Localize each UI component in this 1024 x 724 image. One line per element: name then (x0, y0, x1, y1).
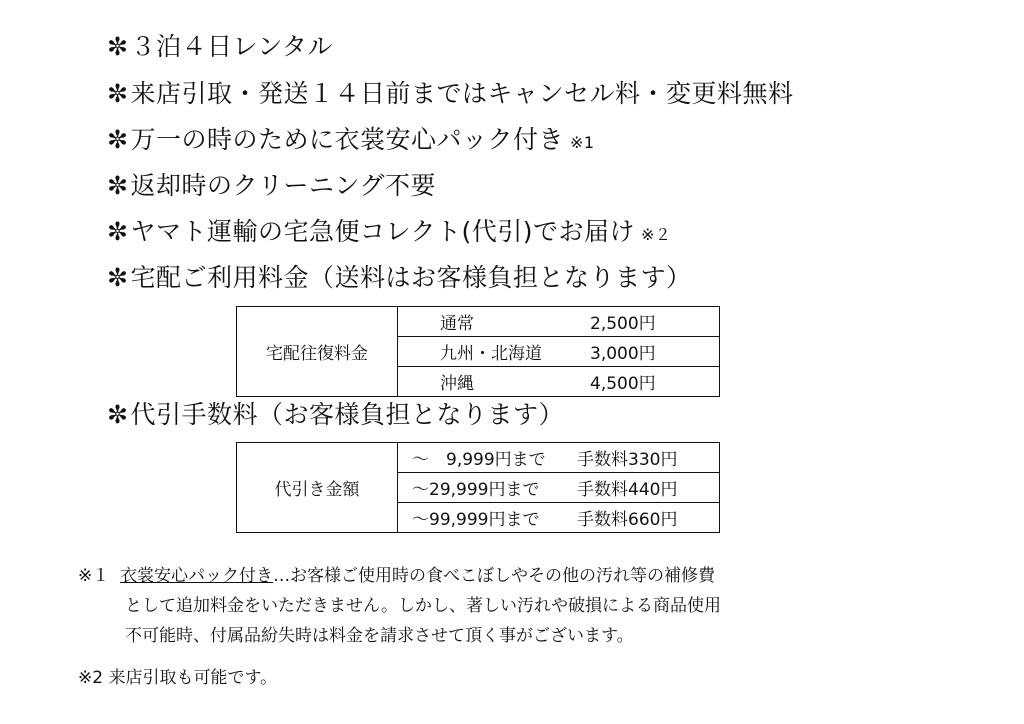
flower-icon: ✼ (107, 263, 129, 292)
flower-icon: ✼ (107, 400, 129, 429)
bullet-safety-pack (107, 124, 595, 159)
range-label: ～ 9,999円まで (412, 450, 546, 470)
footnote-line: 不可能時、付属品紛失時は料金を請求させて頂く事がございます。 (125, 626, 634, 646)
footnote-line (78, 561, 721, 591)
region-label: 通常 (440, 314, 474, 334)
bullet-rental-period (107, 31, 333, 63)
table-cell (398, 367, 720, 397)
table-cell (398, 473, 720, 503)
footnote-title: 衣裳安心パック付き (120, 566, 274, 586)
table-row (237, 443, 720, 473)
cod-fee-table (236, 442, 720, 533)
bullet-shipping-fee (107, 262, 691, 294)
price-value: 4,500円 (590, 374, 656, 394)
footnote-ref: ※２ (640, 225, 672, 244)
range-label: ～29,999円まで (412, 480, 540, 500)
region-label: 九州・北海道 (440, 344, 542, 364)
table-header-cell: 代引き金額 (237, 443, 398, 533)
table-cell (398, 443, 720, 473)
fee-value: 手数料440円 (577, 480, 678, 500)
bullet-cleaning (107, 170, 436, 202)
bullet-text: 返却時のクリーニング不要 (130, 171, 436, 200)
footnote-1 (78, 561, 721, 651)
range-label: ～99,999円まで (412, 510, 540, 530)
bullet-delivery (107, 216, 671, 251)
fee-value: 手数料330円 (577, 450, 678, 470)
price-value: 2,500円 (590, 314, 656, 334)
footnote-marker: ※１ (78, 566, 110, 586)
table-row (237, 307, 720, 337)
bullet-text: 宅配ご利用料金（送料はお客様負担となります） (130, 263, 692, 292)
region-label: 沖縄 (440, 374, 474, 394)
bullet-text: ヤマト運輸の宅急便コレクト(代引)でお届け (130, 217, 635, 246)
flower-icon: ✼ (107, 171, 129, 200)
shipping-fee-table (236, 306, 720, 397)
footnote-line: として追加料金をいただきません。しかし、著しい汚れや破損による商品使用 (125, 596, 722, 616)
bullet-text: 万一の時のために衣裳安心パック付き (130, 125, 564, 154)
footnote-line: ※2 来店引取も可能です。 (78, 668, 278, 688)
footnote-text: …お客様ご使用時の食べこぼしやその他の汚れ等の補修費 (273, 566, 716, 586)
price-value: 3,000円 (590, 344, 656, 364)
bullet-cancellation (107, 78, 793, 110)
table-header-cell: 宅配往復料金 (237, 307, 398, 397)
bullet-text: 来店引取・発送１４日前まではキャンセル料・変更料無料 (130, 79, 794, 108)
table-cell (398, 503, 720, 533)
bullet-cod-fee (107, 399, 564, 431)
bullet-text: ３泊４日レンタル (130, 32, 333, 61)
bullet-text: 代引手数料（お客様負担となります） (130, 400, 564, 429)
flower-icon: ✼ (107, 217, 129, 246)
table-cell (398, 337, 720, 367)
flower-icon: ✼ (107, 79, 129, 108)
fee-value: 手数料660円 (577, 510, 678, 530)
flower-icon: ✼ (107, 125, 129, 154)
flower-icon: ✼ (107, 32, 129, 61)
footnote-ref: ※1 (569, 133, 595, 152)
footnote-2 (78, 663, 277, 693)
table-cell (398, 307, 720, 337)
